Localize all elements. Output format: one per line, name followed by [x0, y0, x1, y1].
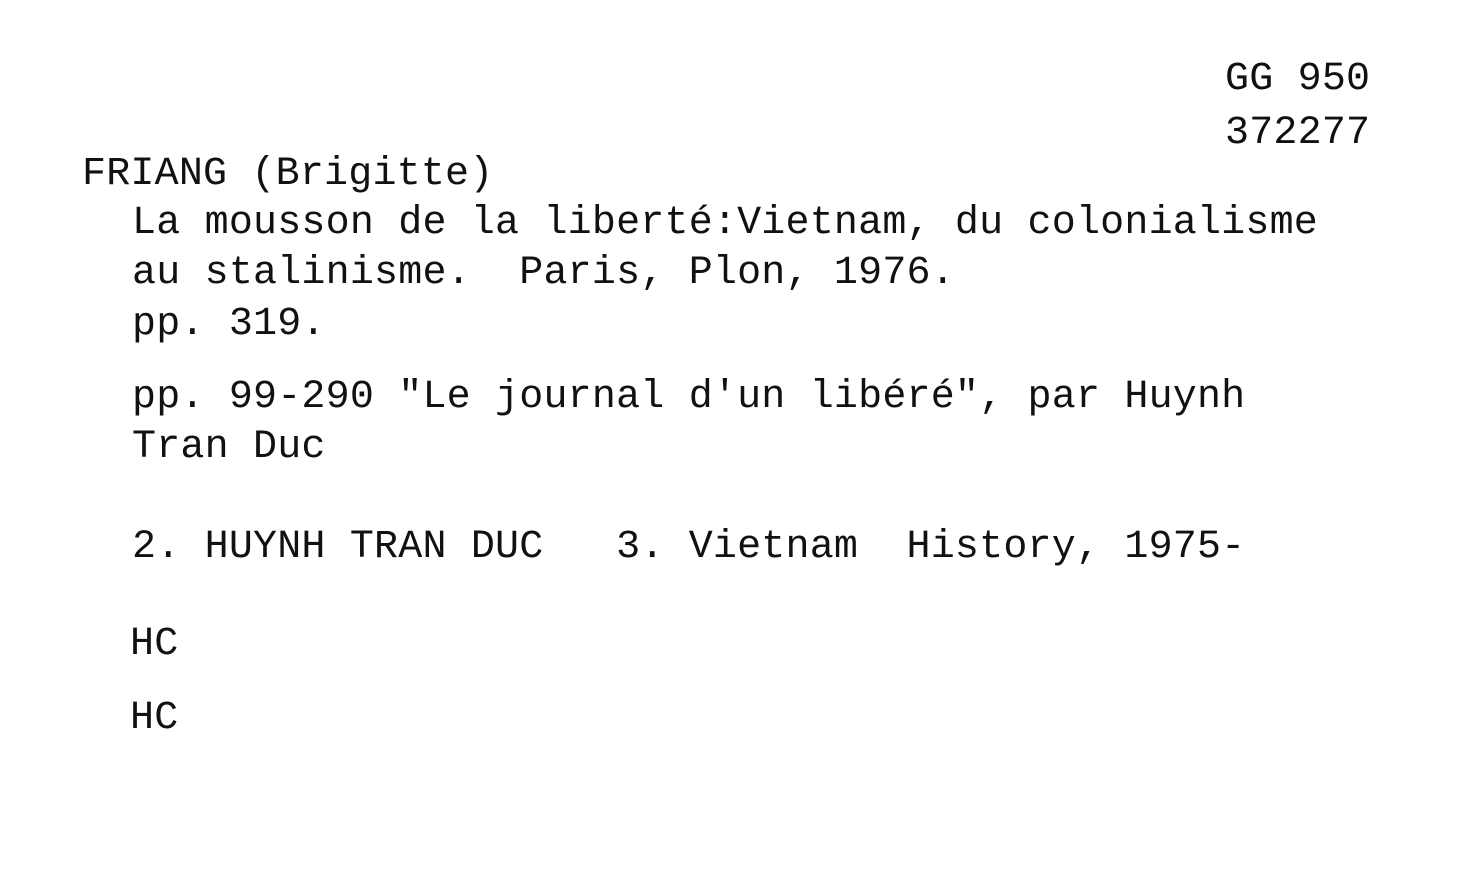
- pagination: pp. 319.: [132, 302, 326, 347]
- location-code-1: HC: [130, 622, 179, 667]
- classification-number: GG 950: [1225, 57, 1371, 102]
- title-line-1: La mousson de la liberté:Vietnam, du colonialisme: [132, 201, 1318, 246]
- accession-number: 372277: [1225, 111, 1371, 156]
- subject-tracings: 2. HUYNH TRAN DUC 3. Vietnam History, 1975-: [132, 525, 1246, 570]
- location-code-2: HC: [130, 696, 179, 741]
- title-line-2: au stalinisme. Paris, Plon, 1976.: [132, 251, 955, 296]
- contents-note-line-2: Tran Duc: [132, 425, 326, 470]
- contents-note-line-1: pp. 99-290 "Le journal d'un libéré", par Huynh: [132, 375, 1246, 420]
- call-number: [1225, 53, 1370, 161]
- author-heading: FRIANG (Brigitte): [82, 152, 494, 197]
